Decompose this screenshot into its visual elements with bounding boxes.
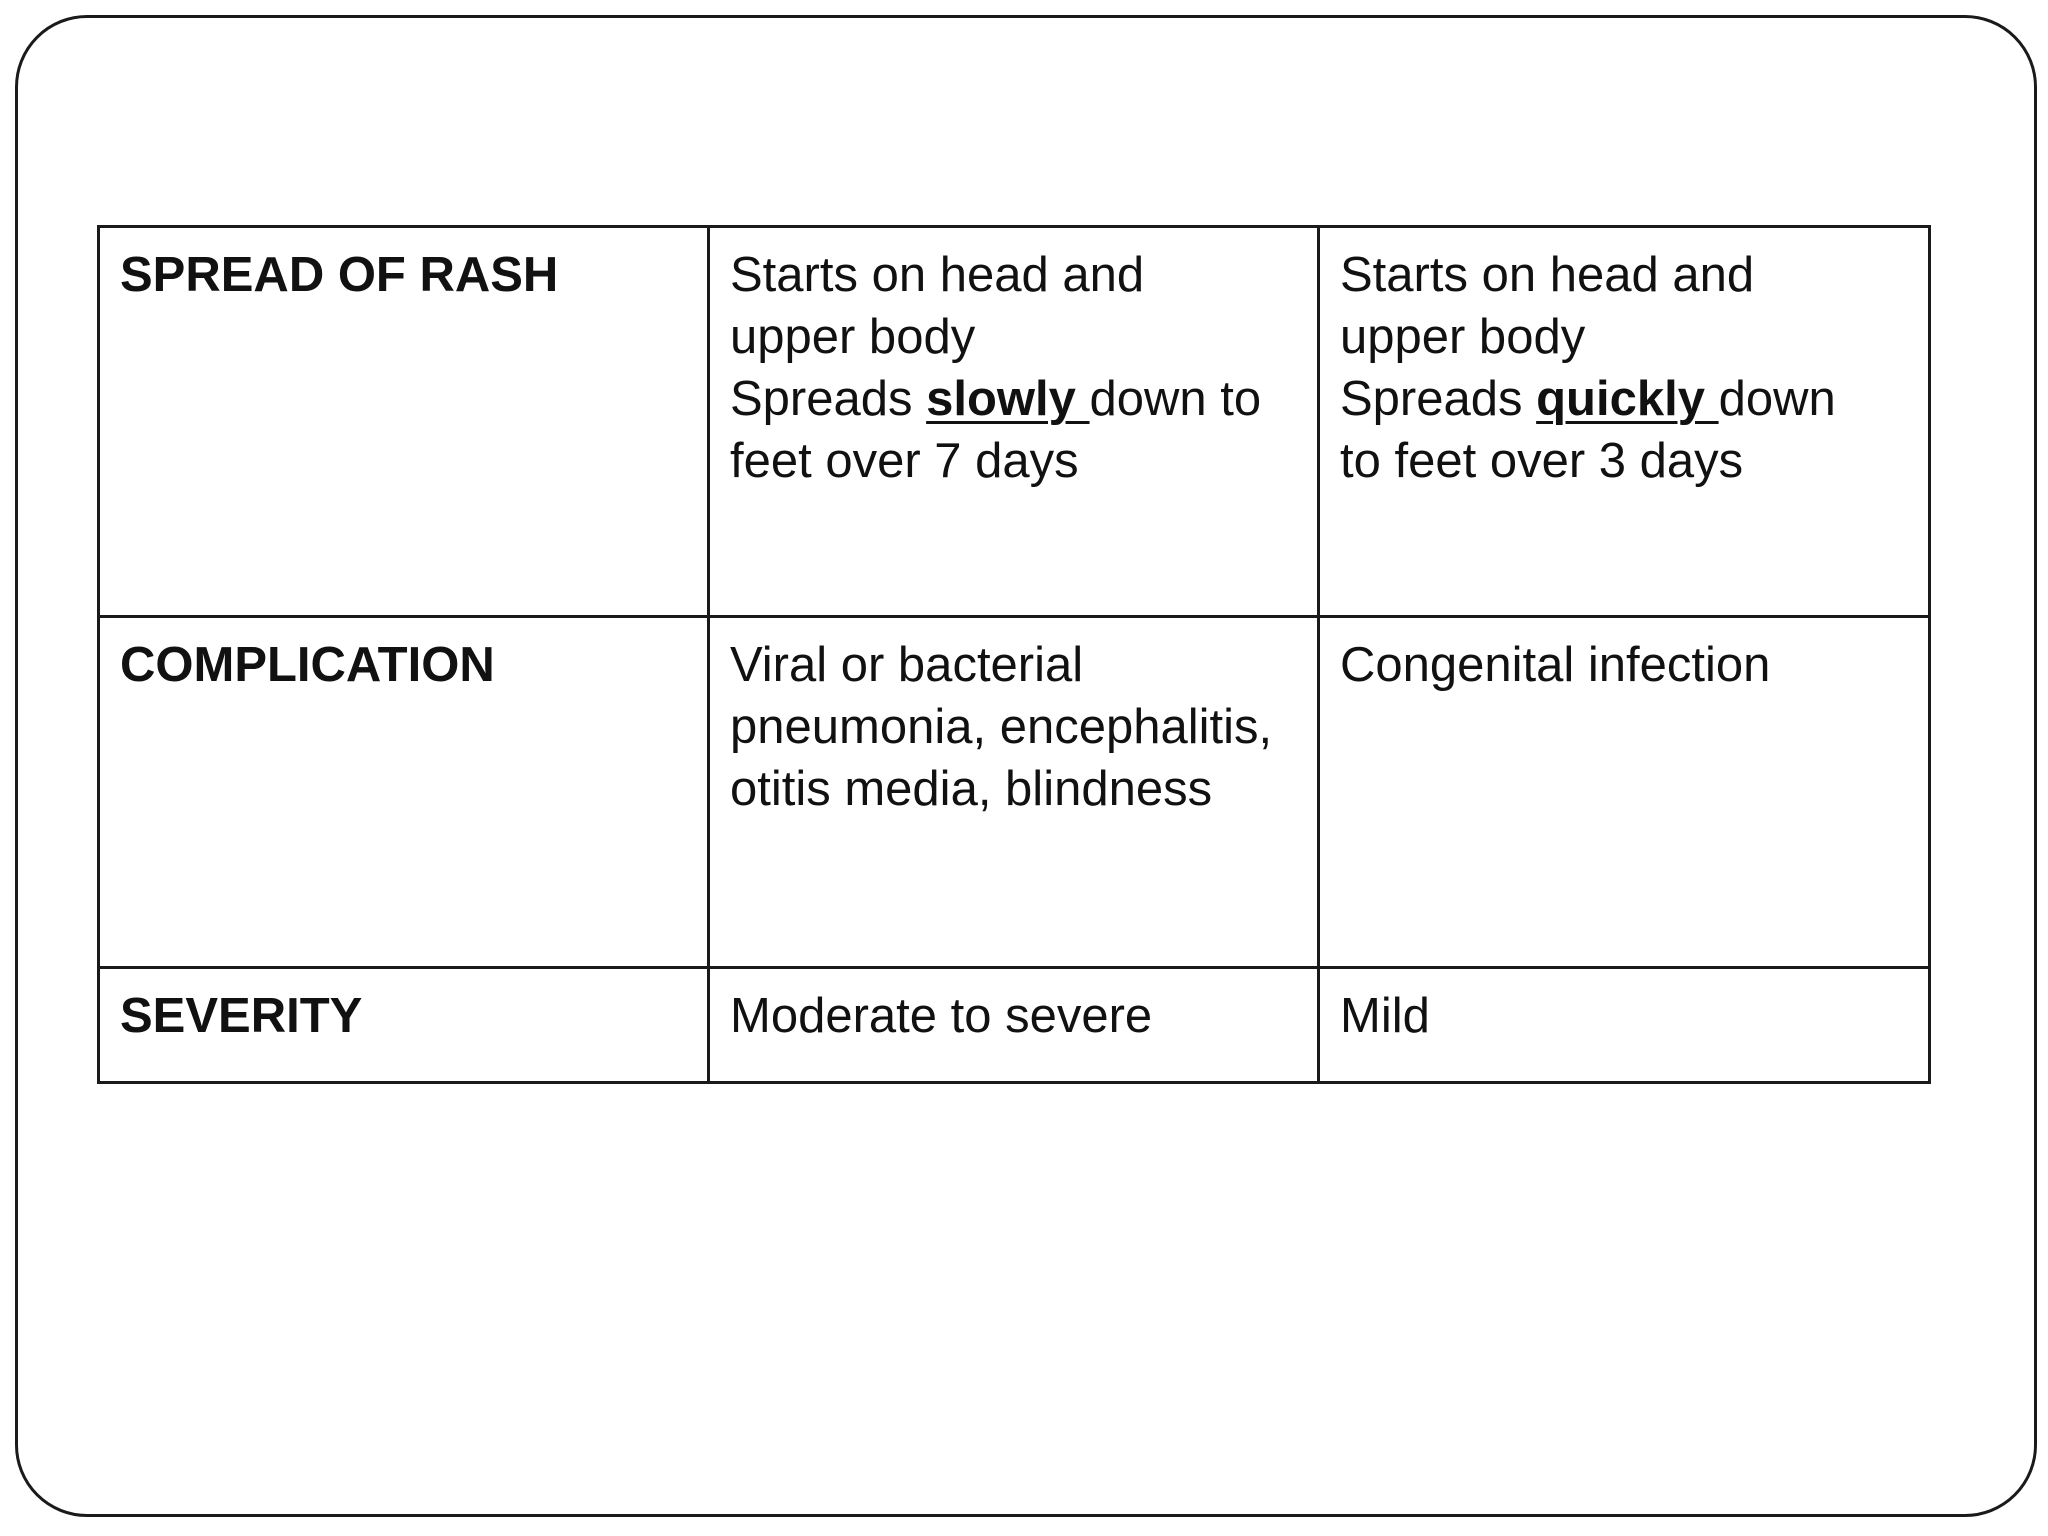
table-row-complication [99,617,1930,968]
table-cell-col1 [709,617,1319,968]
cell-line-emphasis [730,368,1299,430]
cell-line: Mild [1340,989,1430,1043]
cell-line: Viral or bacterial [730,638,1084,692]
row-label: SPREAD OF RASH [99,227,709,617]
text-segment: down to [1089,372,1262,426]
row-label: COMPLICATION [99,617,709,968]
cell-line: upper body [730,310,976,364]
cell-line: Moderate to severe [730,989,1153,1043]
cell-line: Congenital infection [1340,638,1771,692]
cell-line: to feet over 3 days [1340,434,1744,488]
emphasized-word: quickly [1536,372,1719,426]
table-row-spread-of-rash [99,227,1930,617]
comparison-table [97,225,1931,1084]
table-row-severity [99,968,1930,1083]
row-label: SEVERITY [99,968,709,1083]
slide-frame [15,15,2037,1517]
text-segment: Spreads [730,372,927,426]
table-cell-col1 [709,968,1319,1083]
text-segment: down [1718,372,1836,426]
cell-line: Starts on head and [730,248,1145,302]
table-cell-col2 [1319,617,1930,968]
table-cell-col2 [1319,968,1930,1083]
cell-line: otitis media, blindness [730,762,1213,816]
text-segment: Spreads [1340,372,1537,426]
emphasized-word: slowly [926,372,1090,426]
table-cell-col2 [1319,227,1930,617]
cell-line: upper body [1340,310,1586,364]
cell-line: feet over 7 days [730,434,1079,488]
cell-line-emphasis [1340,368,1910,430]
cell-line: pneumonia, encephalitis, [730,700,1273,754]
cell-line: Starts on head and [1340,248,1755,302]
table-cell-col1 [709,227,1319,617]
